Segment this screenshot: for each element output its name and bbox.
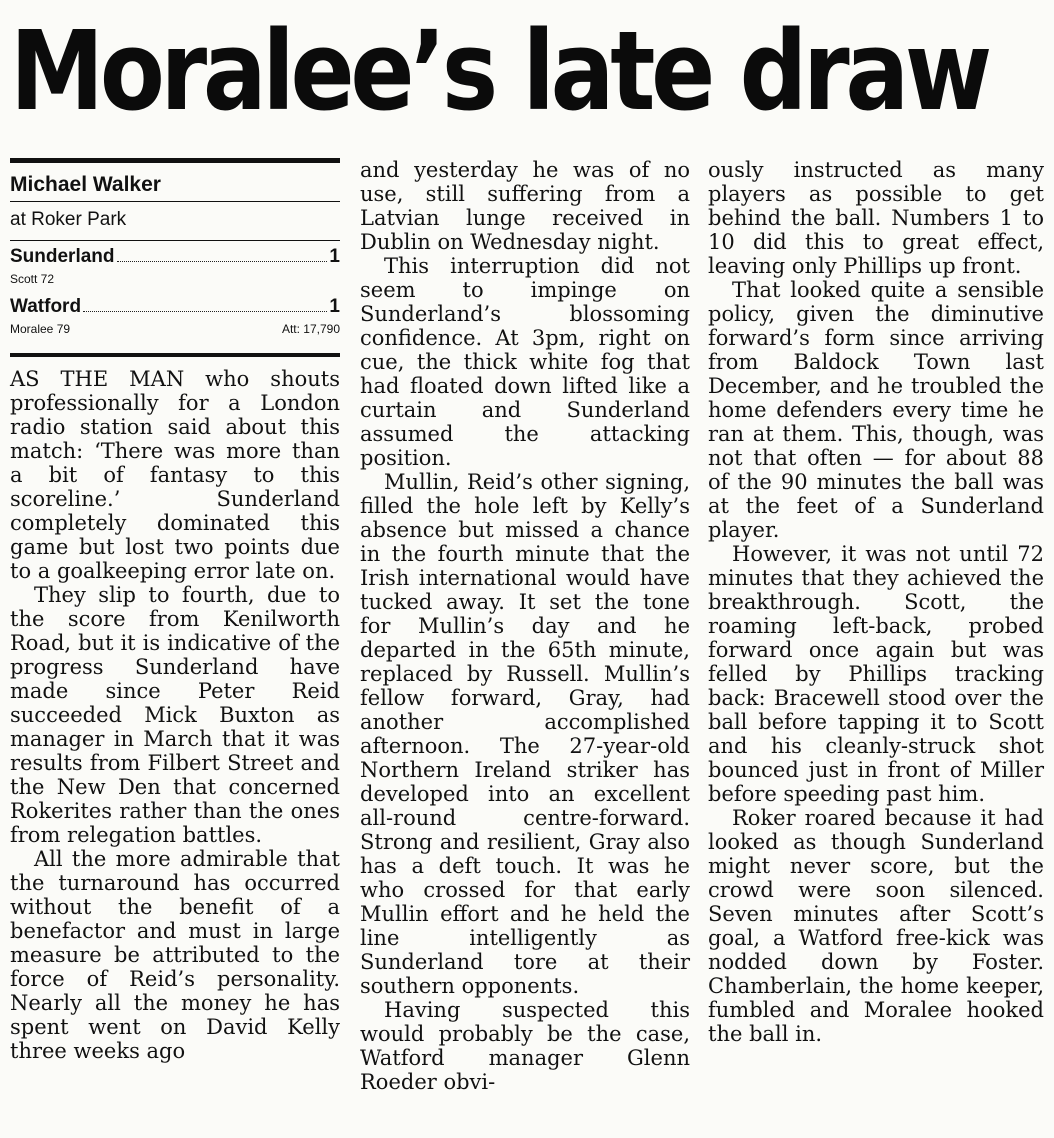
byline-divider [10,201,340,202]
article-paragraph: AS THE MAN who shouts professionally for a London radio station said about this match: ‘There was more than a bit of fantasy to this scoreline.’ Sunderland completely dominated this game but lost two points due to a goalkeeping error late on. [10,367,340,583]
home-team-row [10,245,340,269]
away-scorer-row [10,317,340,341]
away-team-name: Watford [10,296,82,317]
article-paragraph: They slip to fourth, due to the score from Kenilworth Road, but it is indicative of the progress Sunderland have made since Peter Reid succeeded Mick Buxton as manager in March that it was results from Filbert Street and the New Den that concerned Rokerites rather than the ones from relegation battles. [10,583,340,847]
article-paragraph: However, it was not until 72 minutes that they achieved the breakthrough. Scott, the roaming left-back, probed forward once again but was felled by Phillips tracking back: Bracewell stood over the ball before tapping it to Scott and his cleanly-struck shot bounced just in front of Miller before speeding past him. [708,542,1044,806]
column-1 [10,158,340,1124]
attendance: Att: 17,790 [281,322,340,336]
home-scorer-row [10,267,340,291]
leader-dots [117,261,328,262]
article-paragraph: That looked quite a sensible policy, given the diminutive forward’s form since arriving from Baldock Town last December, and he troubled the home defenders every time he ran at them. This, though, was not that often — for about 88 of the 90 minutes the ball was at the feet of a Sunderland player. [708,278,1044,542]
leader-dots [83,311,327,312]
headline: Moralee’s late draw [10,7,989,135]
match-info-box [10,158,340,357]
venue-divider [10,240,340,241]
article-paragraph: This interruption did not seem to impinge on Sunderland’s blossoming confidence. At 3pm, right on cue, the thick white fog that had floated down lifted like a curtain and Sunderland assumed the attacking position. [360,254,690,470]
home-team-name: Sunderland [10,246,115,267]
home-team-score: 1 [329,246,340,267]
article-paragraph: Roker roared because it had looked as though Sunderland might never score, but the crowd were soon silenced. Seven minutes after Scott’s goal, a Watford free-kick was nodded down by Foster. Chamberlain, the home keeper, fumbled and Moralee hooked the ball in. [708,806,1044,1046]
article-paragraph: Having suspected this would probably be the case, Watford manager Glenn Roeder obvi- [360,998,690,1094]
home-scorer: Scott 72 [10,272,55,286]
byline-venue: at Roker Park [10,209,127,230]
away-team-score: 1 [329,296,340,317]
column-3 [708,158,1044,1124]
away-scorer: Moralee 79 [10,322,71,336]
article-paragraph: and yesterday he was of no use, still suffering from a Latvian lunge received in Dublin on Wednesday night. [360,158,690,254]
byline-author: Michael Walker [10,173,161,196]
article-paragraph: ously instructed as many players as possible to get behind the ball. Numbers 1 to 10 did this to great effect, leaving only Phillips up front. [708,158,1044,278]
box-bottom-rule [10,353,340,357]
column-2 [360,158,690,1124]
away-team-row [10,295,340,319]
article-paragraph: All the more admirable that the turnaround has occurred without the benefit of a benefactor and must in large measure be attributed to the force of Reid’s personality. Nearly all the money he has spent went on David Kelly three weeks ago [10,847,340,1063]
article-paragraph: Mullin, Reid’s other signing, filled the hole left by Kelly’s absence but missed a chance in the fourth minute that the Irish international would have tucked away. It set the tone for Mullin’s day and he departed in the 65th minute, replaced by Russell. Mullin’s fellow forward, Gray, had another accomplished afternoon. The 27-year-old Northern Ireland striker has developed into an excellent all-round centre-forward. Strong and resilient, Gray also has a deft touch. It was he who crossed for that early Mullin effort and he held the line intelligently as Sunderland tore at their southern opponents. [360,470,690,998]
